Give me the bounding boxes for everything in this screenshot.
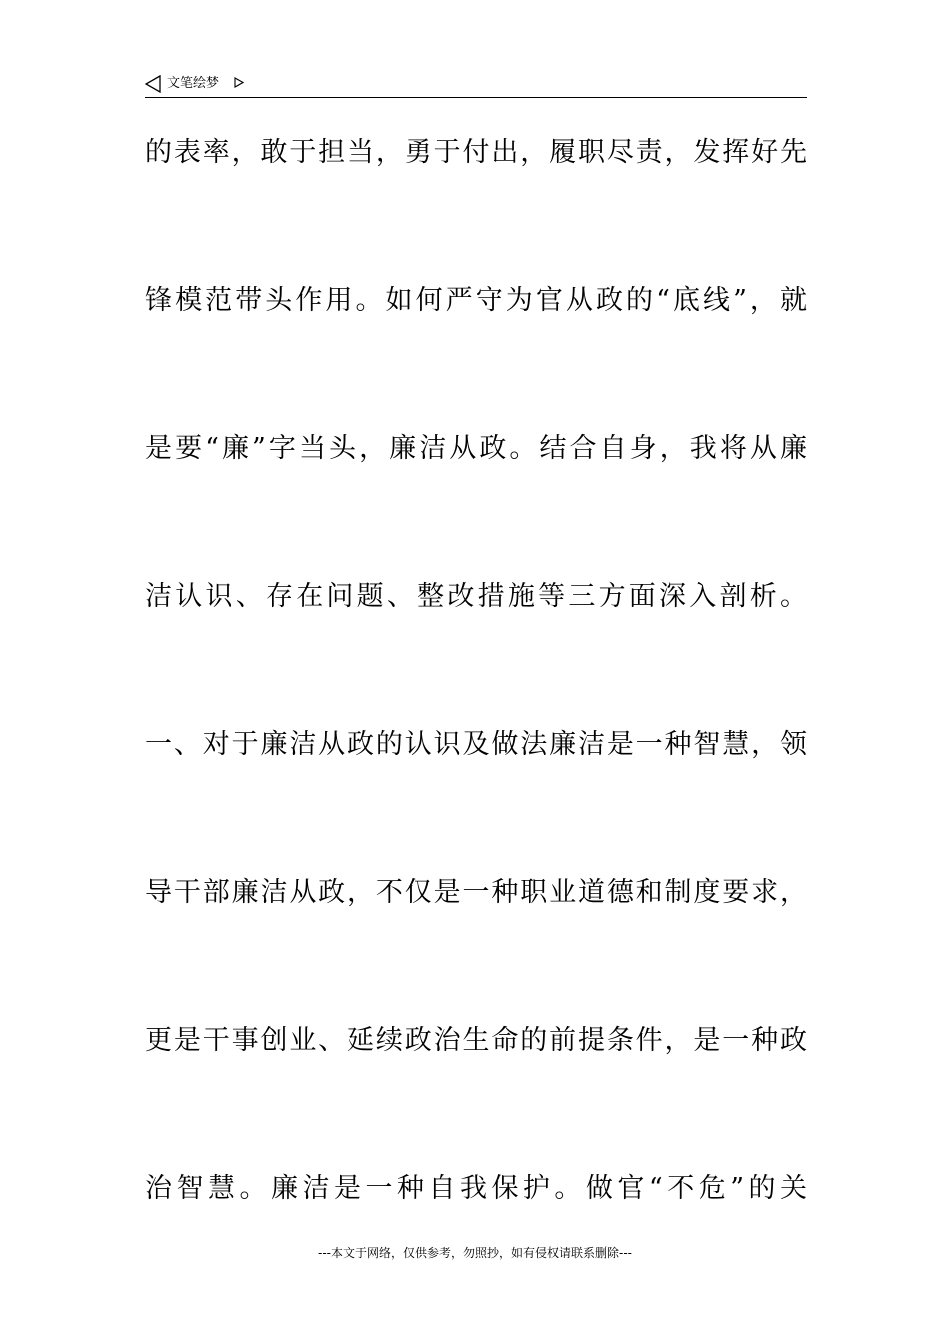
body-line: 洁认识、存在问题、整改措施等三方面深入剖析。 [145,581,807,612]
header-brand: 文笔绘梦 [167,76,220,91]
body-line: 的表率，敢于担当，勇于付出，履职尽责，发挥好先 [145,137,807,168]
body-line: 是要“廉”字当头，廉洁从政。结合自身，我将从廉 [145,433,807,464]
footer-disclaimer: ---本文于网络，仅供参考，勿照抄，如有侵权请联系删除--- [318,1246,632,1260]
triangle-right-icon [234,77,244,88]
triangle-left-icon [145,75,161,93]
body-line: 导干部廉洁从政，不仅是一种职业道德和制度要求， [145,877,807,908]
body-line: 一、对于廉洁从政的认识及做法廉洁是一种智慧，领 [145,729,807,760]
body-line: 治智慧。廉洁是一种自我保护。做官“不危”的关 [145,1173,807,1204]
page-header [145,74,807,98]
header-divider [145,97,807,98]
body-line: 锋模范带头作用。如何严守为官从政的“底线”，就 [145,285,807,316]
body-line: 更是干事创业、延续政治生命的前提条件，是一种政 [145,1025,807,1056]
